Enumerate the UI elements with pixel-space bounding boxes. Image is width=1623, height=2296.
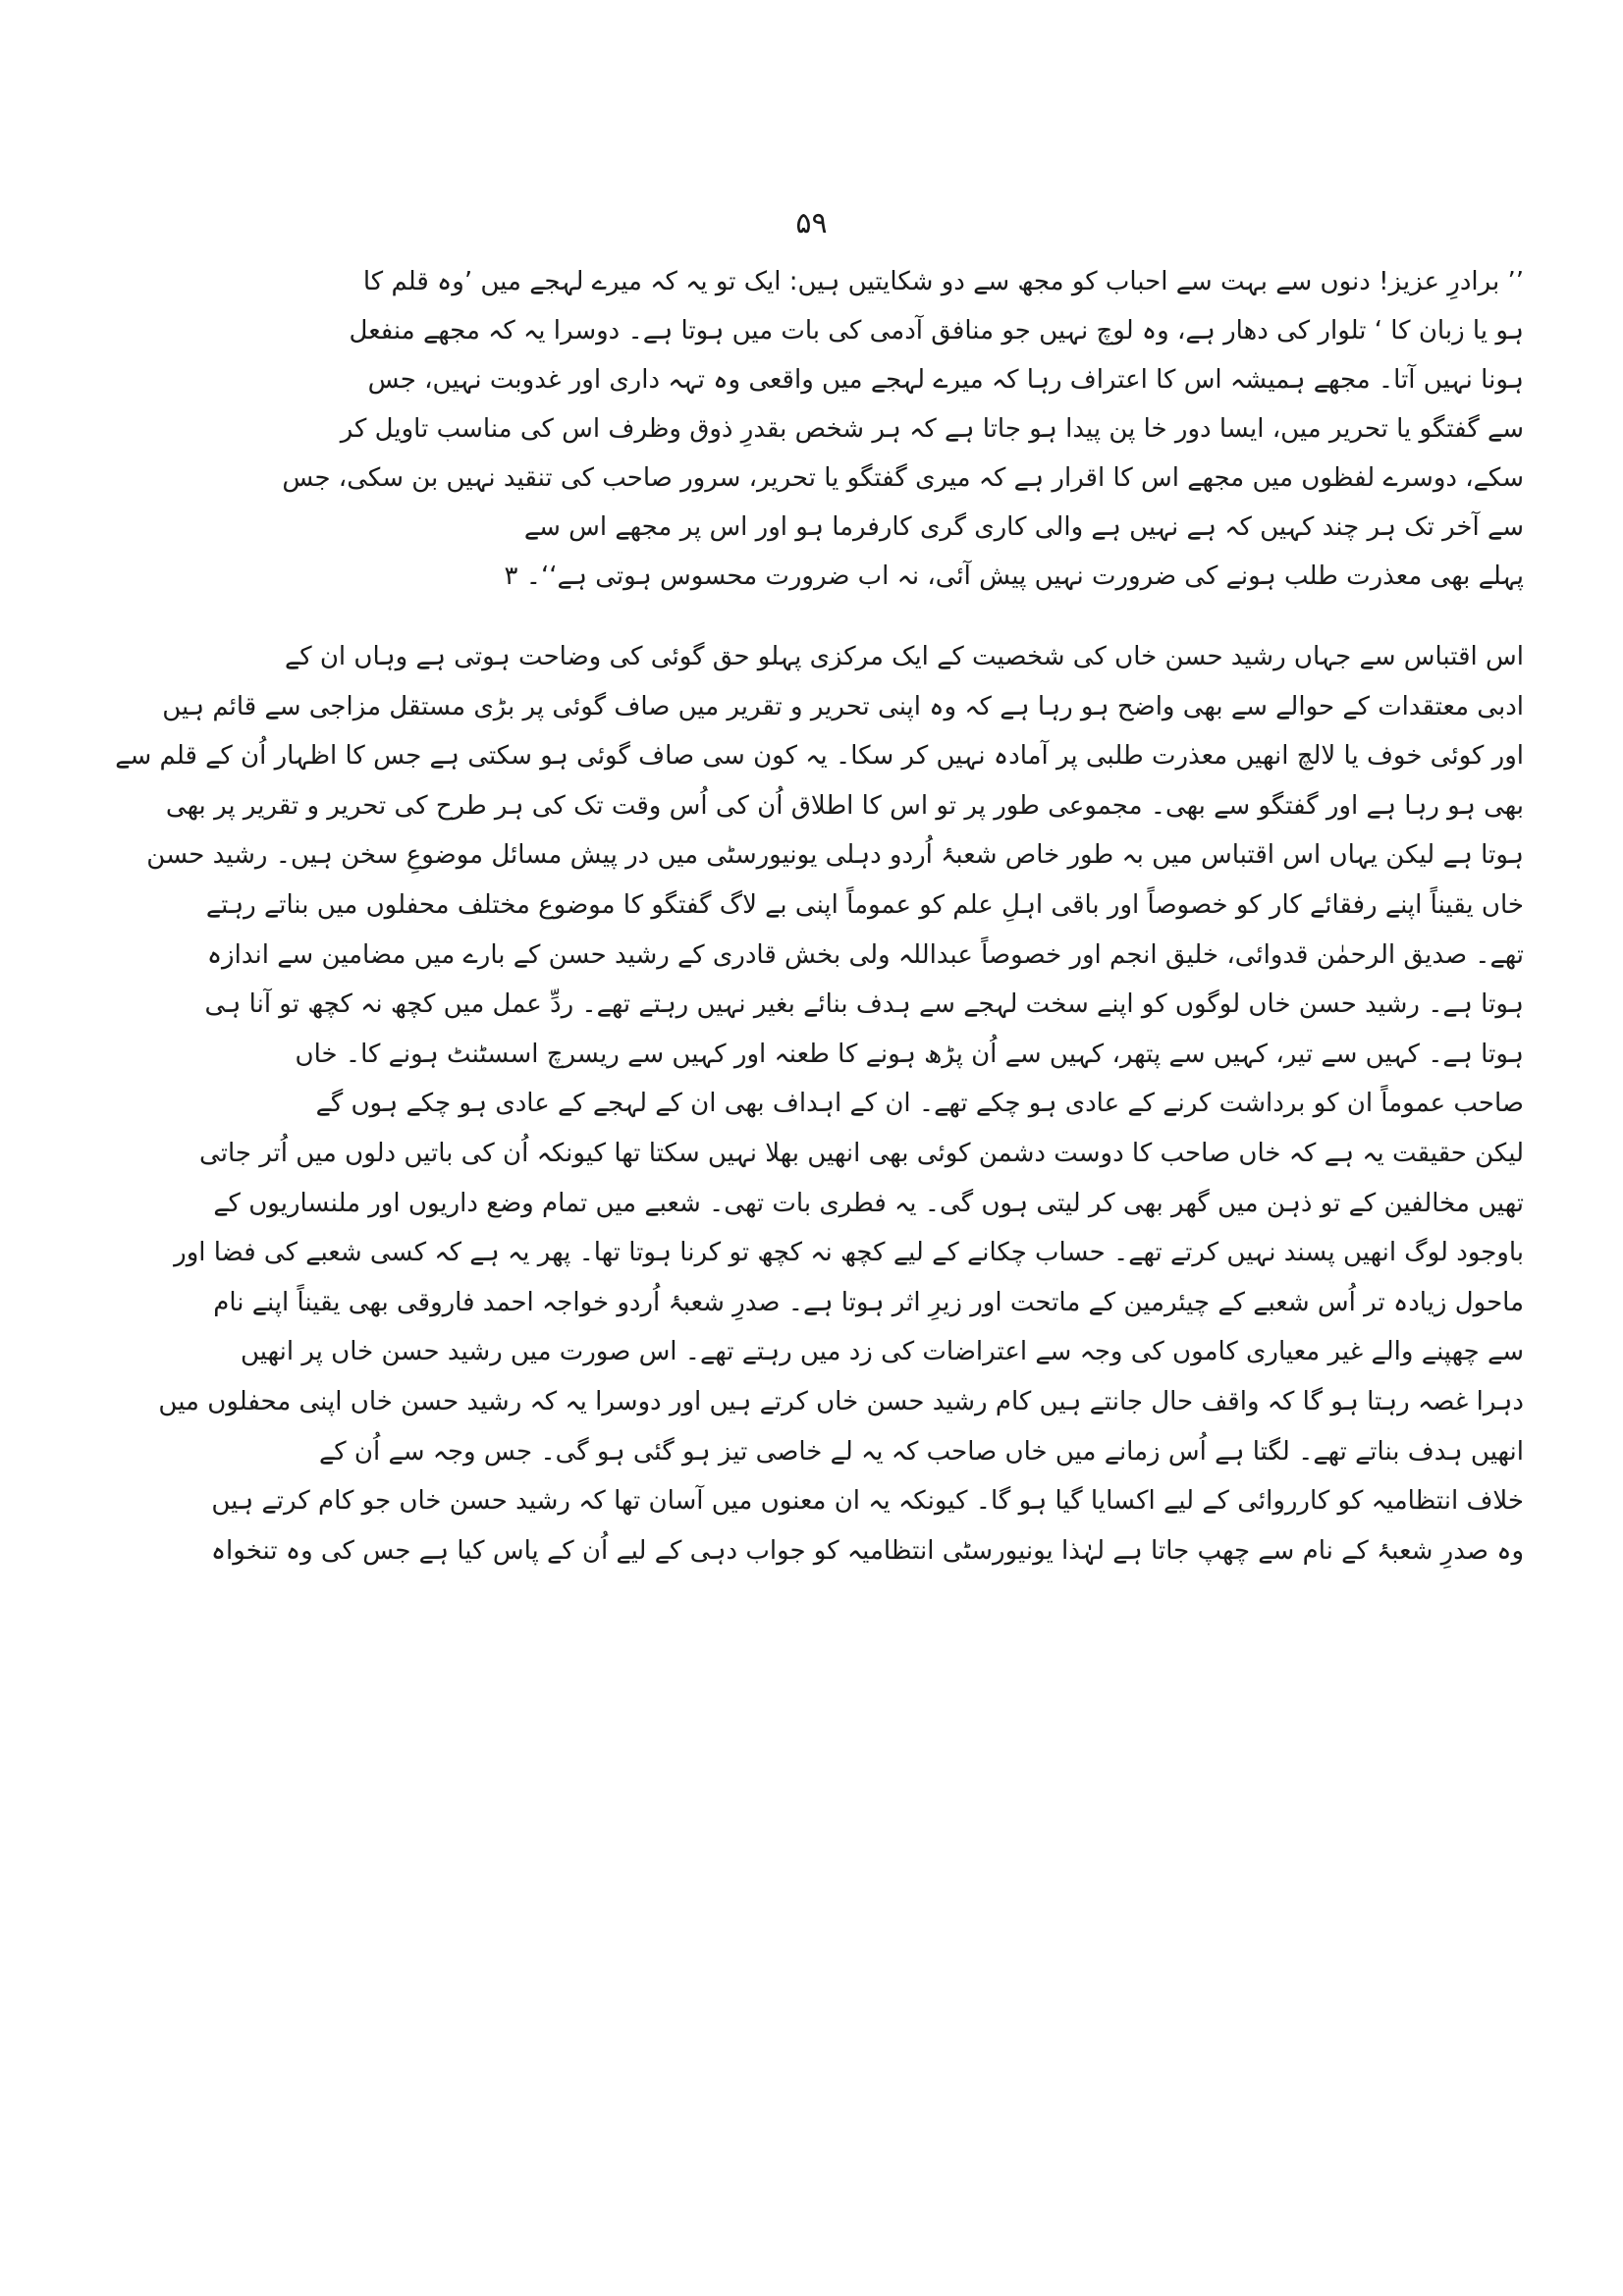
quotation-block (282, 257, 1524, 601)
body-line: خاں یقیناً اپنے رفقائے کار کو خصوصاً اور باقی اہلِ علم کو عموماً اپنی بے لاگ گفتگو کا موضوع مختلف محفلوں میں بناتے رہتے (205, 889, 1524, 920)
body-line: دہرا غصہ رہتا ہو گا کہ واقف حال جانتے ہیں کام رشید حسن خاں کرتے ہیں اور دوسرا یہ کہ رشید حسن خاں اپنی محفلوں میں (158, 1386, 1524, 1416)
body-line: تھیں مخالفین کے تو ذہن میں گھر بھی کر لیتی ہوں گی۔ یہ فطری بات تھی۔ شعبے میں تمام وضع داریوں اور ملنساریوں کے (213, 1188, 1524, 1218)
body-line: صاحب عموماً ان کو برداشت کرنے کے عادی ہو چکے تھے۔ ان کے اہداف بھی ان کے لہجے کے عادی ہو چکے ہوں گے (315, 1089, 1524, 1119)
body-line: ماحول زیادہ تر اُس شعبے کے چیئرمین کے ماتحت اور زیرِ اثر ہوتا ہے۔ صدرِ شعبۂ اُردو خواجہ احمد فاروقی بھی یقیناً اپنے نام (213, 1287, 1524, 1317)
body-line: انھیں ہدف بناتے تھے۔ لگتا ہے اُس زمانے میں خاں صاحب کہ یہ لے خاصی تیز ہو گئی ہو گی۔ جس وجہ سے اُن کے (319, 1436, 1524, 1467)
body-line: باوجود لوگ انھیں پسند نہیں کرتے تھے۔ حساب چکانے کے لیے کچھ نہ کچھ تو کرنا ہوتا تھا۔ پھر یہ ہے کہ کسی شعبے کی فضا اور (174, 1238, 1524, 1268)
body-line: لیکن حقیقت یہ ہے کہ خاں صاحب کا دوست دشمن کوئی بھی انھیں بھلا نہیں سکتا تھا کیونکہ اُن کی باتیں دلوں میں اُتر جاتی (199, 1138, 1524, 1168)
quote-line: سے آخر تک ہر چند کہیں کہ ہے نہیں ہے والی کاری گری کارفرما ہو اور اس پر مجھے اس سے (523, 512, 1524, 542)
body-line: وہ صدرِ شعبۂ کے نام سے چھپ جاتا ہے لہٰذا یونیورسٹی انتظامیہ کو جواب دہی کے لیے اُن کے پاس کیا ہے جس کی وہ تنخواہ (210, 1535, 1524, 1566)
body-line: سے چھپنے والے غیر معیاری کاموں کی وجہ سے اعتراضات کی زد میں رہتے تھے۔ اس صورت میں رشید حسن خاں پر انھیں (240, 1337, 1524, 1367)
quote-line: ’’ برادرِ عزیز! دنوں سے بہت سے احباب کو مجھ سے دو شکایتیں ہیں: ایک تو یہ کہ میرے لہجے میں ’وہ قلم کا (362, 267, 1524, 296)
body-line: ادبی معتقدات کے حوالے سے بھی واضح ہو رہا ہے کہ وہ اپنی تحریر و تقریر میں صاف گوئی پر بڑی مستقل مزاجی سے قائم ہیں (162, 691, 1524, 721)
quote-line: سکے، دوسرے لفظوں میں مجھے اس کا اقرار ہے کہ میری گفتگو یا تحریر، سرور صاحب کی تنقید نہیں بن سکی، جس (282, 463, 1524, 493)
quote-line: پہلے بھی معذرت طلب ہونے کی ضرورت نہیں پیش آئی، نہ اب ضرورت محسوس ہوتی ہے‘‘۔ ۳ (504, 561, 1524, 591)
body-paragraph (115, 632, 1524, 1575)
quote-line: ہو یا زبان کا ‘ تلوار کی دھار ہے، وہ لوچ نہیں جو منافق آدمی کی بات میں ہوتا ہے۔ دوسرا یہ کہ مجھے منفعل (349, 316, 1524, 346)
body-line: خلاف انتظامیہ کو کارروائی کے لیے اکسایا گیا ہو گا۔ کیونکہ یہ ان معنوں میں آسان تھا کہ رشید حسن خاں جو کام کرتے ہیں (211, 1486, 1524, 1517)
body-line: اور کوئی خوف یا لالچ انھیں معذرت طلبی پر آمادہ نہیں کر سکا۔ یہ کون سی صاف گوئی ہو سکتی ہے جس کا اظہار اُن کے قلم سے (115, 741, 1524, 772)
body-line: اس اقتباس سے جہاں رشید حسن خاں کی شخصیت کے ایک مرکزی پہلو حق گوئی کی وضاحت ہوتی ہے وہاں ان کے (284, 642, 1524, 671)
body-line: ہوتا ہے لیکن یہاں اس اقتباس میں بہ طور خاص شعبۂ اُردو دہلی یونیورسٹی میں در پیش مسائل موضوعِ سخن ہیں۔ رشید حسن (146, 840, 1524, 871)
body-line: ہوتا ہے۔ رشید حسن خاں لوگوں کو اپنے سخت لہجے سے ہدف بنائے بغیر نہیں رہتے تھے۔ ردِّ عمل میں کچھ نہ کچھ تو آنا ہی (204, 989, 1524, 1020)
quote-line: سے گفتگو یا تحریر میں، ایسا دور خا پن پیدا ہو جاتا ہے کہ ہر شخص بقدرِ ذوق وظرف اس کی مناسب تاویل کر (340, 414, 1524, 444)
body-line: تھے۔ صدیق الرحمٰن قدوائی، خلیق انجم اور خصوصاً عبداللہ ولی بخش قادری کے رشید حسن کے بارے میں مضامین سے اندازہ (206, 939, 1524, 970)
page-number: ۵۹ (795, 206, 828, 240)
body-line: بھی ہو رہا ہے اور گفتگو سے بھی۔ مجموعی طور پر تو اس کا اطلاق اُن کی اُس وقت تک کی ہر طرح کی تحریر و تقریر پر بھی (165, 790, 1524, 821)
quote-line: ہونا نہیں آتا۔ مجھے ہمیشہ اس کا اعتراف رہا کہ میرے لہجے میں واقعی وہ تہہ داری اور غدوبت نہیں، جس (367, 365, 1524, 395)
body-line: ہوتا ہے۔ کہیں سے تیر، کہیں سے پتھر، کہیں سے اُن پڑھ ہونے کا طعنہ اور کہیں سے ریسرچ اسسٹنٹ ہونے کا۔ خاں (295, 1039, 1524, 1069)
